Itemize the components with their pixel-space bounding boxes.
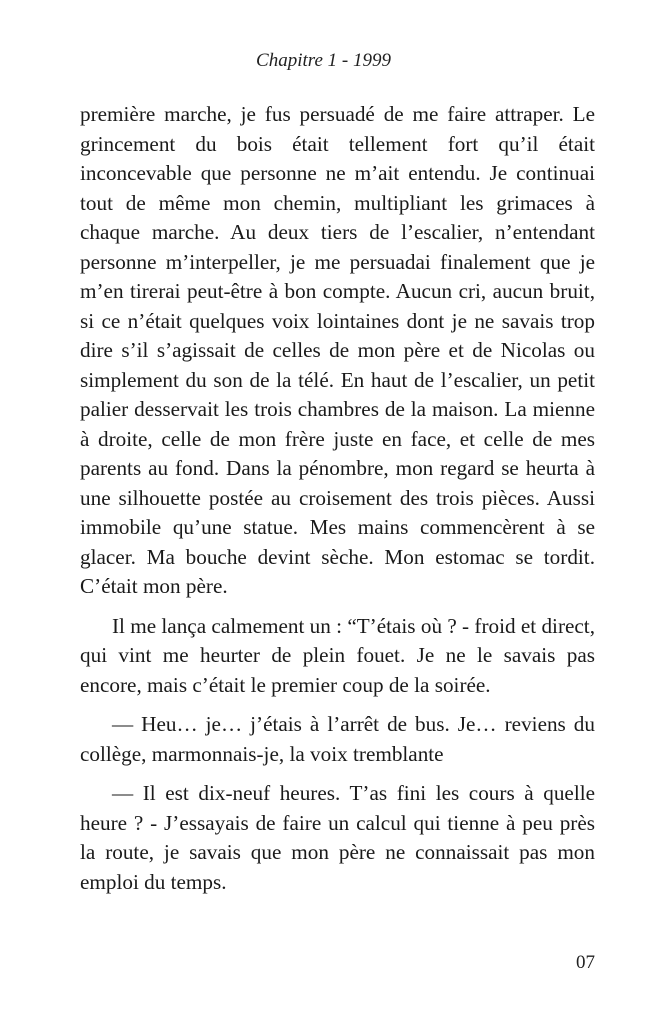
page-number: 07 (576, 952, 595, 973)
body-text (80, 100, 595, 897)
paragraph: — Heu… je… j’étais à l’arrêt de bus. Je… reviens du collège, marmonnais-je, la voix tremblante (80, 712, 595, 766)
paragraph: — Il est dix-neuf heures. T’as fini les cours à quelle heure ? - J’essayais de faire un calcul qui tienne à peu près la route, je savais que mon père ne connaissait pas mon emploi du temps. (80, 781, 595, 894)
running-header: Chapitre 1 - 1999 (256, 50, 391, 71)
paragraph: première marche, je fus persuadé de me faire attraper. Le grincement du bois était tellement fort qu’il était inconcevable que personne ne m’ait entendu. Je continuai tout de même mon chemin, multipliant les grimaces à chaque marche. Au deux tiers de l’escalier, n’entendant personne m’interpeller, je me persuadai finalement que je m’en tirerai peut-être à bon compte. Aucun cri, aucun bruit, si ce n’était quelques voix lointaines dont je ne savais trop dire s’il s’agissait de celles de mon père et de Nicolas ou simplement du son de la télé. En haut de l’escalier, un petit palier desservait les trois chambres de la maison. La mienne à droite, celle de mon frère juste en face, et celle de mes parents au fond. Dans la pénombre, mon regard se heurta à une silhouette postée au croisement des trois pièces. Aussi immobile qu’une statue. Mes mains commencèrent à se glacer. Ma bouche devint sèche. Mon estomac se tordit. C’était mon père. (80, 102, 595, 598)
paragraph: Il me lança calmement un : “T’étais où ? - froid et direct, qui vint me heurter de plein fouet. Je ne le savais pas encore, mais c’était le premier coup de la soirée. (80, 613, 595, 697)
